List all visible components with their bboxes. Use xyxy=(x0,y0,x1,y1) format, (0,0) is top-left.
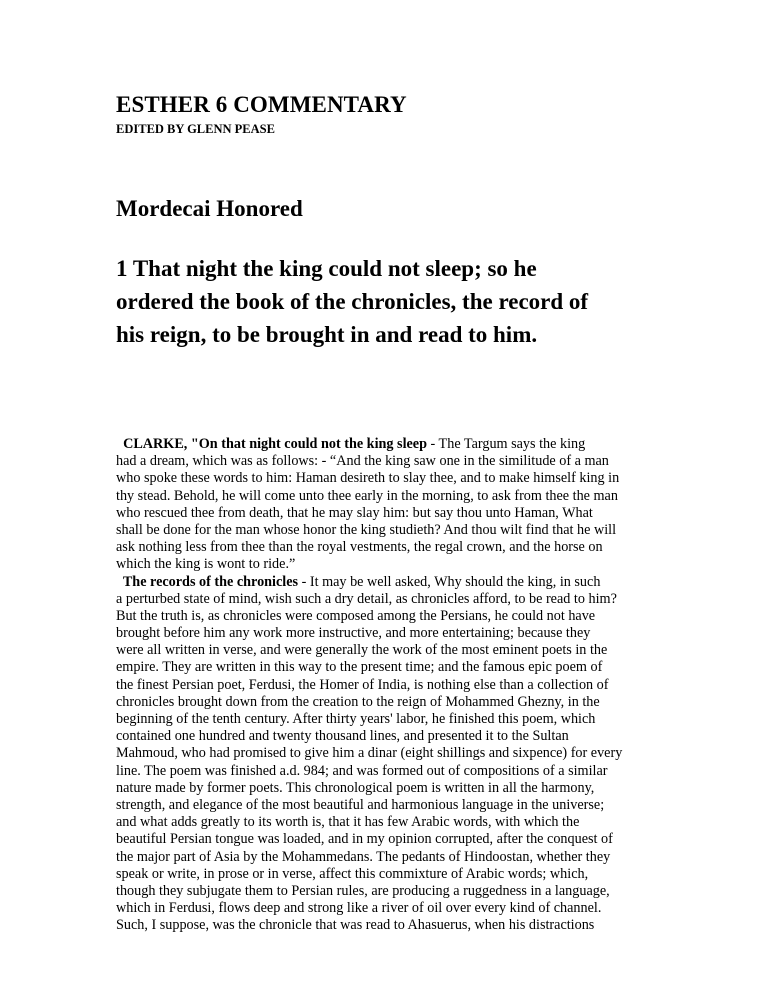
paragraph-line: beginning of the tenth century. After thirty years' labor, he finished this poem, which xyxy=(116,711,596,727)
paragraph-line: the finest Persian poet, Ferdusi, the Homer of India, is nothing else than a collection of xyxy=(116,676,609,693)
paragraph-line xyxy=(116,436,656,453)
paragraph-line: line. The poem was finished a.d. 984; and was formed out of compositions of a similar xyxy=(116,762,608,779)
paragraph-line: were all written in verse, and were generally the work of the most eminent poets in the xyxy=(116,642,608,659)
paragraph-line: and what adds greatly to its worth is, that it has few Arabic words, with which the xyxy=(116,814,580,831)
paragraph-line: beautiful Persian tongue was loaded, and in my opinion corrupted, after the conquest of xyxy=(116,831,613,848)
records-line-rest: - It may be well asked, Why should the king, in such xyxy=(298,573,601,590)
clarke-line-rest: - The Targum says the king xyxy=(427,436,586,452)
verse-line: his reign, to be brought in and read to him. xyxy=(116,322,538,347)
verse-line: ordered the book of the chronicles, the record of xyxy=(116,289,589,314)
verse-heading xyxy=(116,252,656,351)
paragraph-line: Such, I suppose, was the chronicle that was read to Ahasuerus, when his distractions xyxy=(116,917,595,934)
paragraph-line: which the king is wont to ride.” xyxy=(116,556,296,573)
paragraph-line: empire. They are written in this way to the present time; and the famous epic poem of xyxy=(116,659,603,676)
paragraph-line: which in Ferdusi, flows deep and strong like a river of oil over every kind of channel. xyxy=(116,900,602,917)
paragraph-line: Mahmoud, who had promised to give him a dinar (eight shillings and sixpence) for every xyxy=(116,745,623,762)
paragraph-line: though they subjugate them to Persian rules, are producing a ruggedness in a language, xyxy=(116,882,610,899)
paragraph-line: speak or write, in prose or in verse, affect this commixture of Arabic words; which, xyxy=(116,865,589,882)
paragraph-line: ask nothing less from thee than the royal vestments, the regal crown, and the horse on xyxy=(116,539,603,556)
section-title: Mordecai Honored xyxy=(116,196,303,221)
paragraph-line: a perturbed state of mind, wish such a dry detail, as chronicles afford, to be read to him? xyxy=(116,590,617,607)
paragraph-line: the major part of Asia by the Mohammedans. The pedants of Hindoostan, whether they xyxy=(116,848,611,865)
paragraph-line: brought before him any work more instructive, and more entertaining; because they xyxy=(116,625,591,642)
records-lead: The records of the chronicles xyxy=(116,573,299,590)
document-subtitle: EDITED BY GLENN PEASE xyxy=(116,122,275,136)
paragraph-line: chronicles brought down from the creation to the reign of Mohammed Ghezny, in the xyxy=(116,693,600,710)
verse-line: 1 That night the king could not sleep; so he xyxy=(116,256,537,281)
paragraph-line: nature made by former poets. This chronological poem is written in all the harmony, xyxy=(116,779,595,796)
paragraph-line: had a dream, which was as follows: - “And the king saw one in the similitude of a man xyxy=(116,453,609,470)
paragraph-line: But the truth is, as chronicles were composed among the Persians, he could not have xyxy=(116,607,596,624)
paragraph-line xyxy=(116,574,656,591)
paragraph-line: contained one hundred and twenty thousand lines, and presented it to the Sultan xyxy=(116,728,569,745)
paragraph-line: who spoke these words to him: Haman desireth to slay thee, and to make himself king in xyxy=(116,470,620,487)
paragraph-line: who rescued thee from death, that he may slay him: but say thou unto Haman, What xyxy=(116,504,593,521)
paragraph-line: shall be done for the man whose honor the king studieth? And thou wilt find that he will xyxy=(116,521,617,538)
clarke-lead: CLARKE, "On that night could not the king sleep xyxy=(116,436,427,452)
document-title: ESTHER 6 COMMENTARY xyxy=(116,92,407,117)
commentary-body xyxy=(116,436,656,934)
paragraph-line: strength, and elegance of the most beautiful and harmonious language in the universe; xyxy=(116,796,605,813)
paragraph-line: thy stead. Behold, he will come unto thee early in the morning, to ask from thee the man xyxy=(116,487,618,504)
